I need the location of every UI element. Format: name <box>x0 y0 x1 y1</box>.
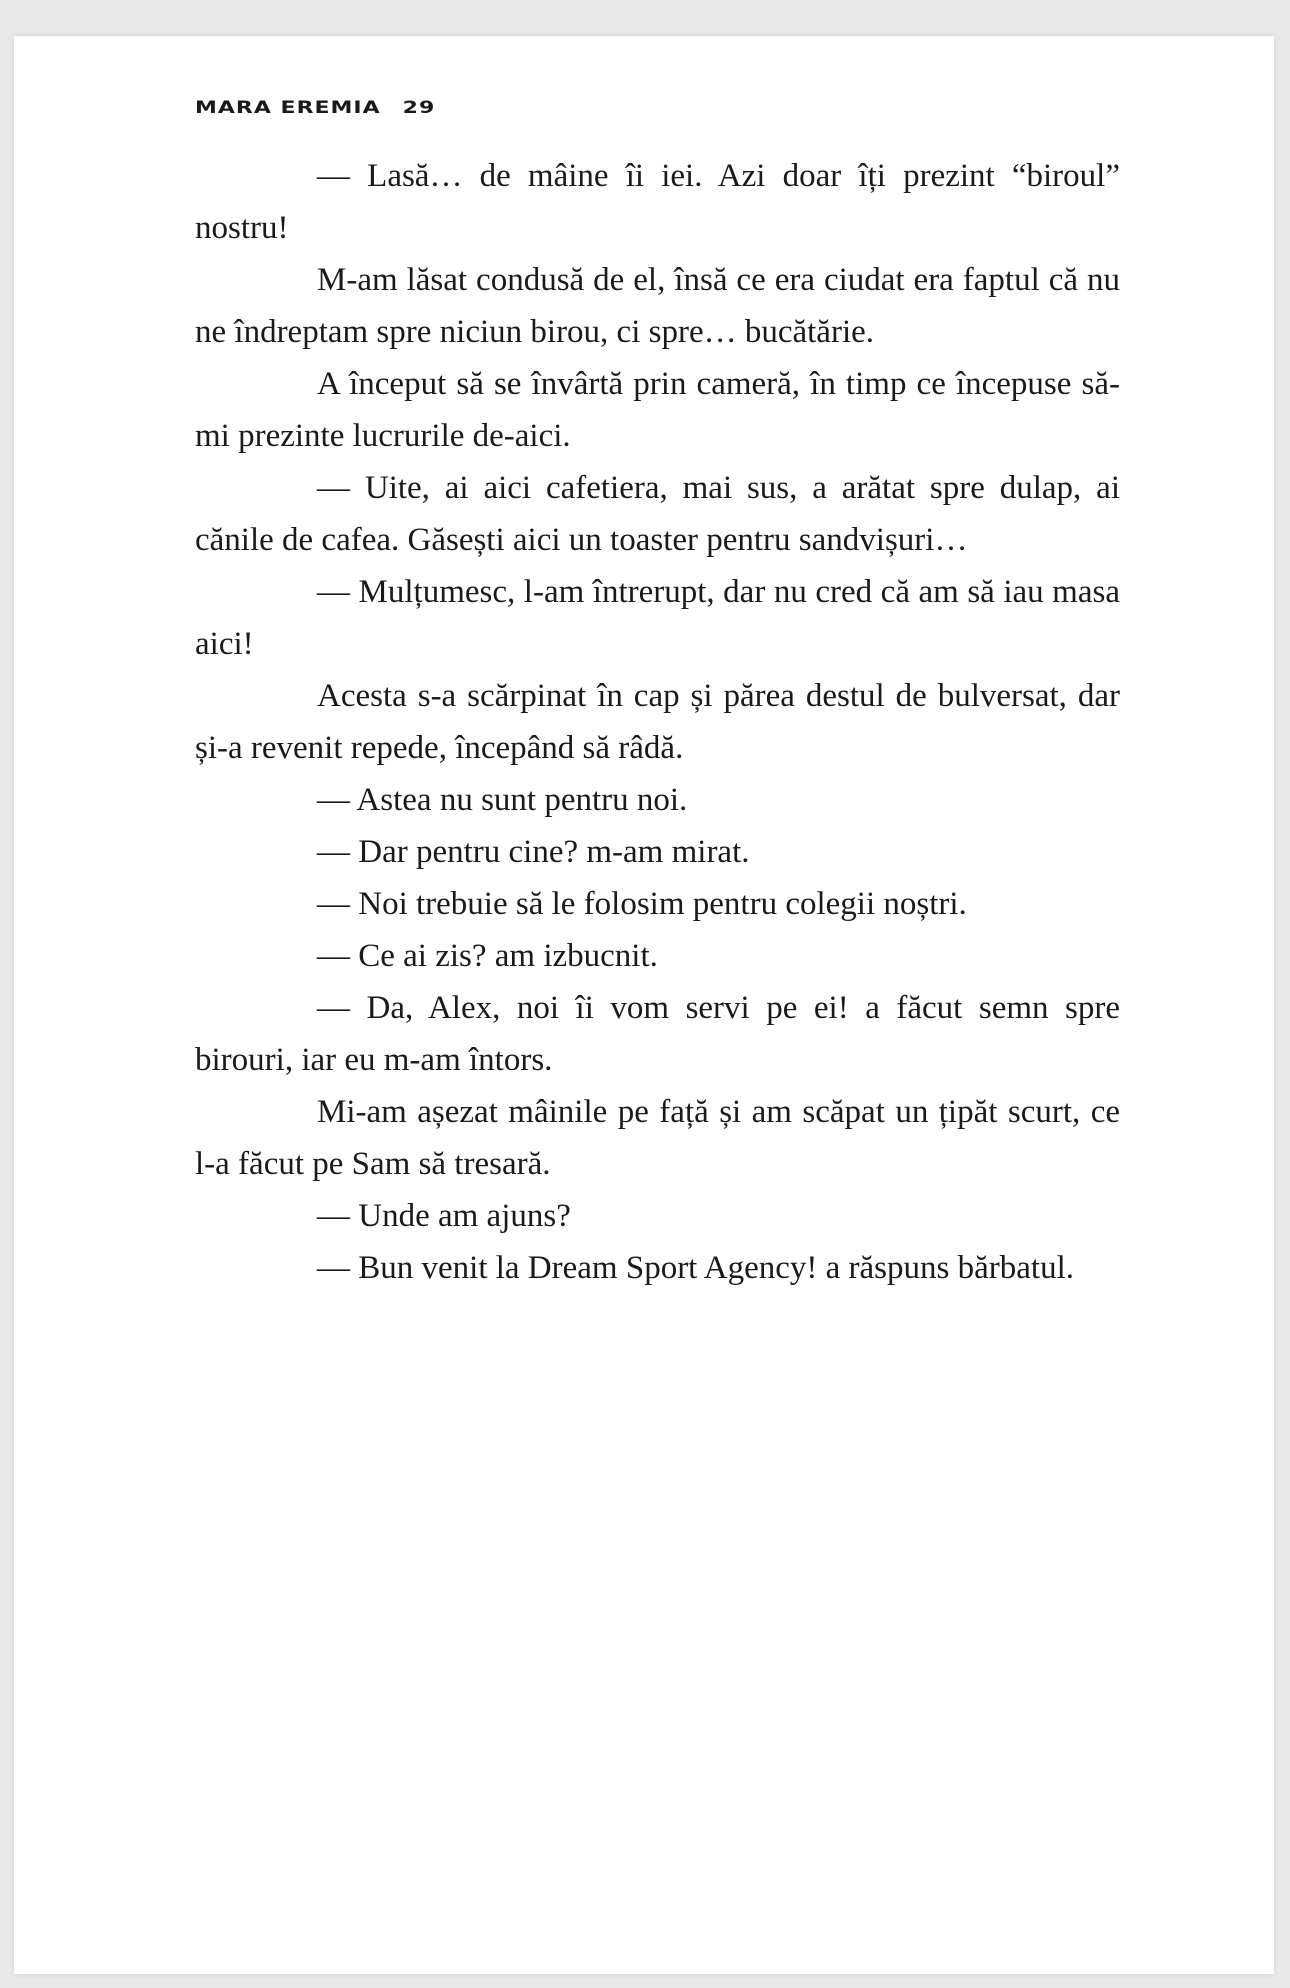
paragraph: — Noi trebuie să le folosim pentru colegii noștri. <box>317 886 967 922</box>
paragraph: — Uite, ai aici cafetiera, mai sus, a arătat spre dulap, ai cănile de cafea. Găsești aici un toaster pentru sandvișuri… <box>195 470 1120 558</box>
paragraph: — Mulțumesc, l-am întrerupt, dar nu cred că am să iau masa aici! <box>195 574 1120 662</box>
paragraph: Acesta s-a scărpinat în cap și părea destul de bulversat, dar și-a revenit repede, începând să râdă. <box>195 678 1120 766</box>
paragraph: — Bun venit la Dream Sport Agency! a răspuns bărbatul. <box>317 1250 1074 1286</box>
paragraph: — Unde am ajuns? <box>317 1198 571 1234</box>
paragraph: — Dar pentru cine? m-am mirat. <box>317 834 750 870</box>
paragraph: — Astea nu sunt pentru noi. <box>317 782 688 818</box>
paragraph: — Lasă… de mâine îi iei. Azi doar îți prezint “biroul” nostru! <box>195 158 1120 246</box>
page-number: 29 <box>402 98 436 118</box>
body-text <box>195 150 1120 1294</box>
paragraph: — Da, Alex, noi îi vom servi pe ei! a făcut semn spre birouri, iar eu m-am întors. <box>195 990 1120 1078</box>
paragraph: A început să se învârtă prin cameră, în timp ce începuse să-mi prezinte lucrurile de-aici. <box>195 366 1120 454</box>
paragraph: — Ce ai zis? am izbucnit. <box>317 938 658 974</box>
running-header <box>195 98 435 118</box>
paragraph: Mi-am așezat mâinile pe față și am scăpat un țipăt scurt, ce l-a făcut pe Sam să tresară. <box>195 1094 1120 1182</box>
paragraph: M-am lăsat condusă de el, însă ce era ciudat era faptul că nu ne îndreptam spre niciun birou, ci spre… bucătărie. <box>195 262 1120 350</box>
author-name: MARA EREMIA <box>195 98 381 118</box>
